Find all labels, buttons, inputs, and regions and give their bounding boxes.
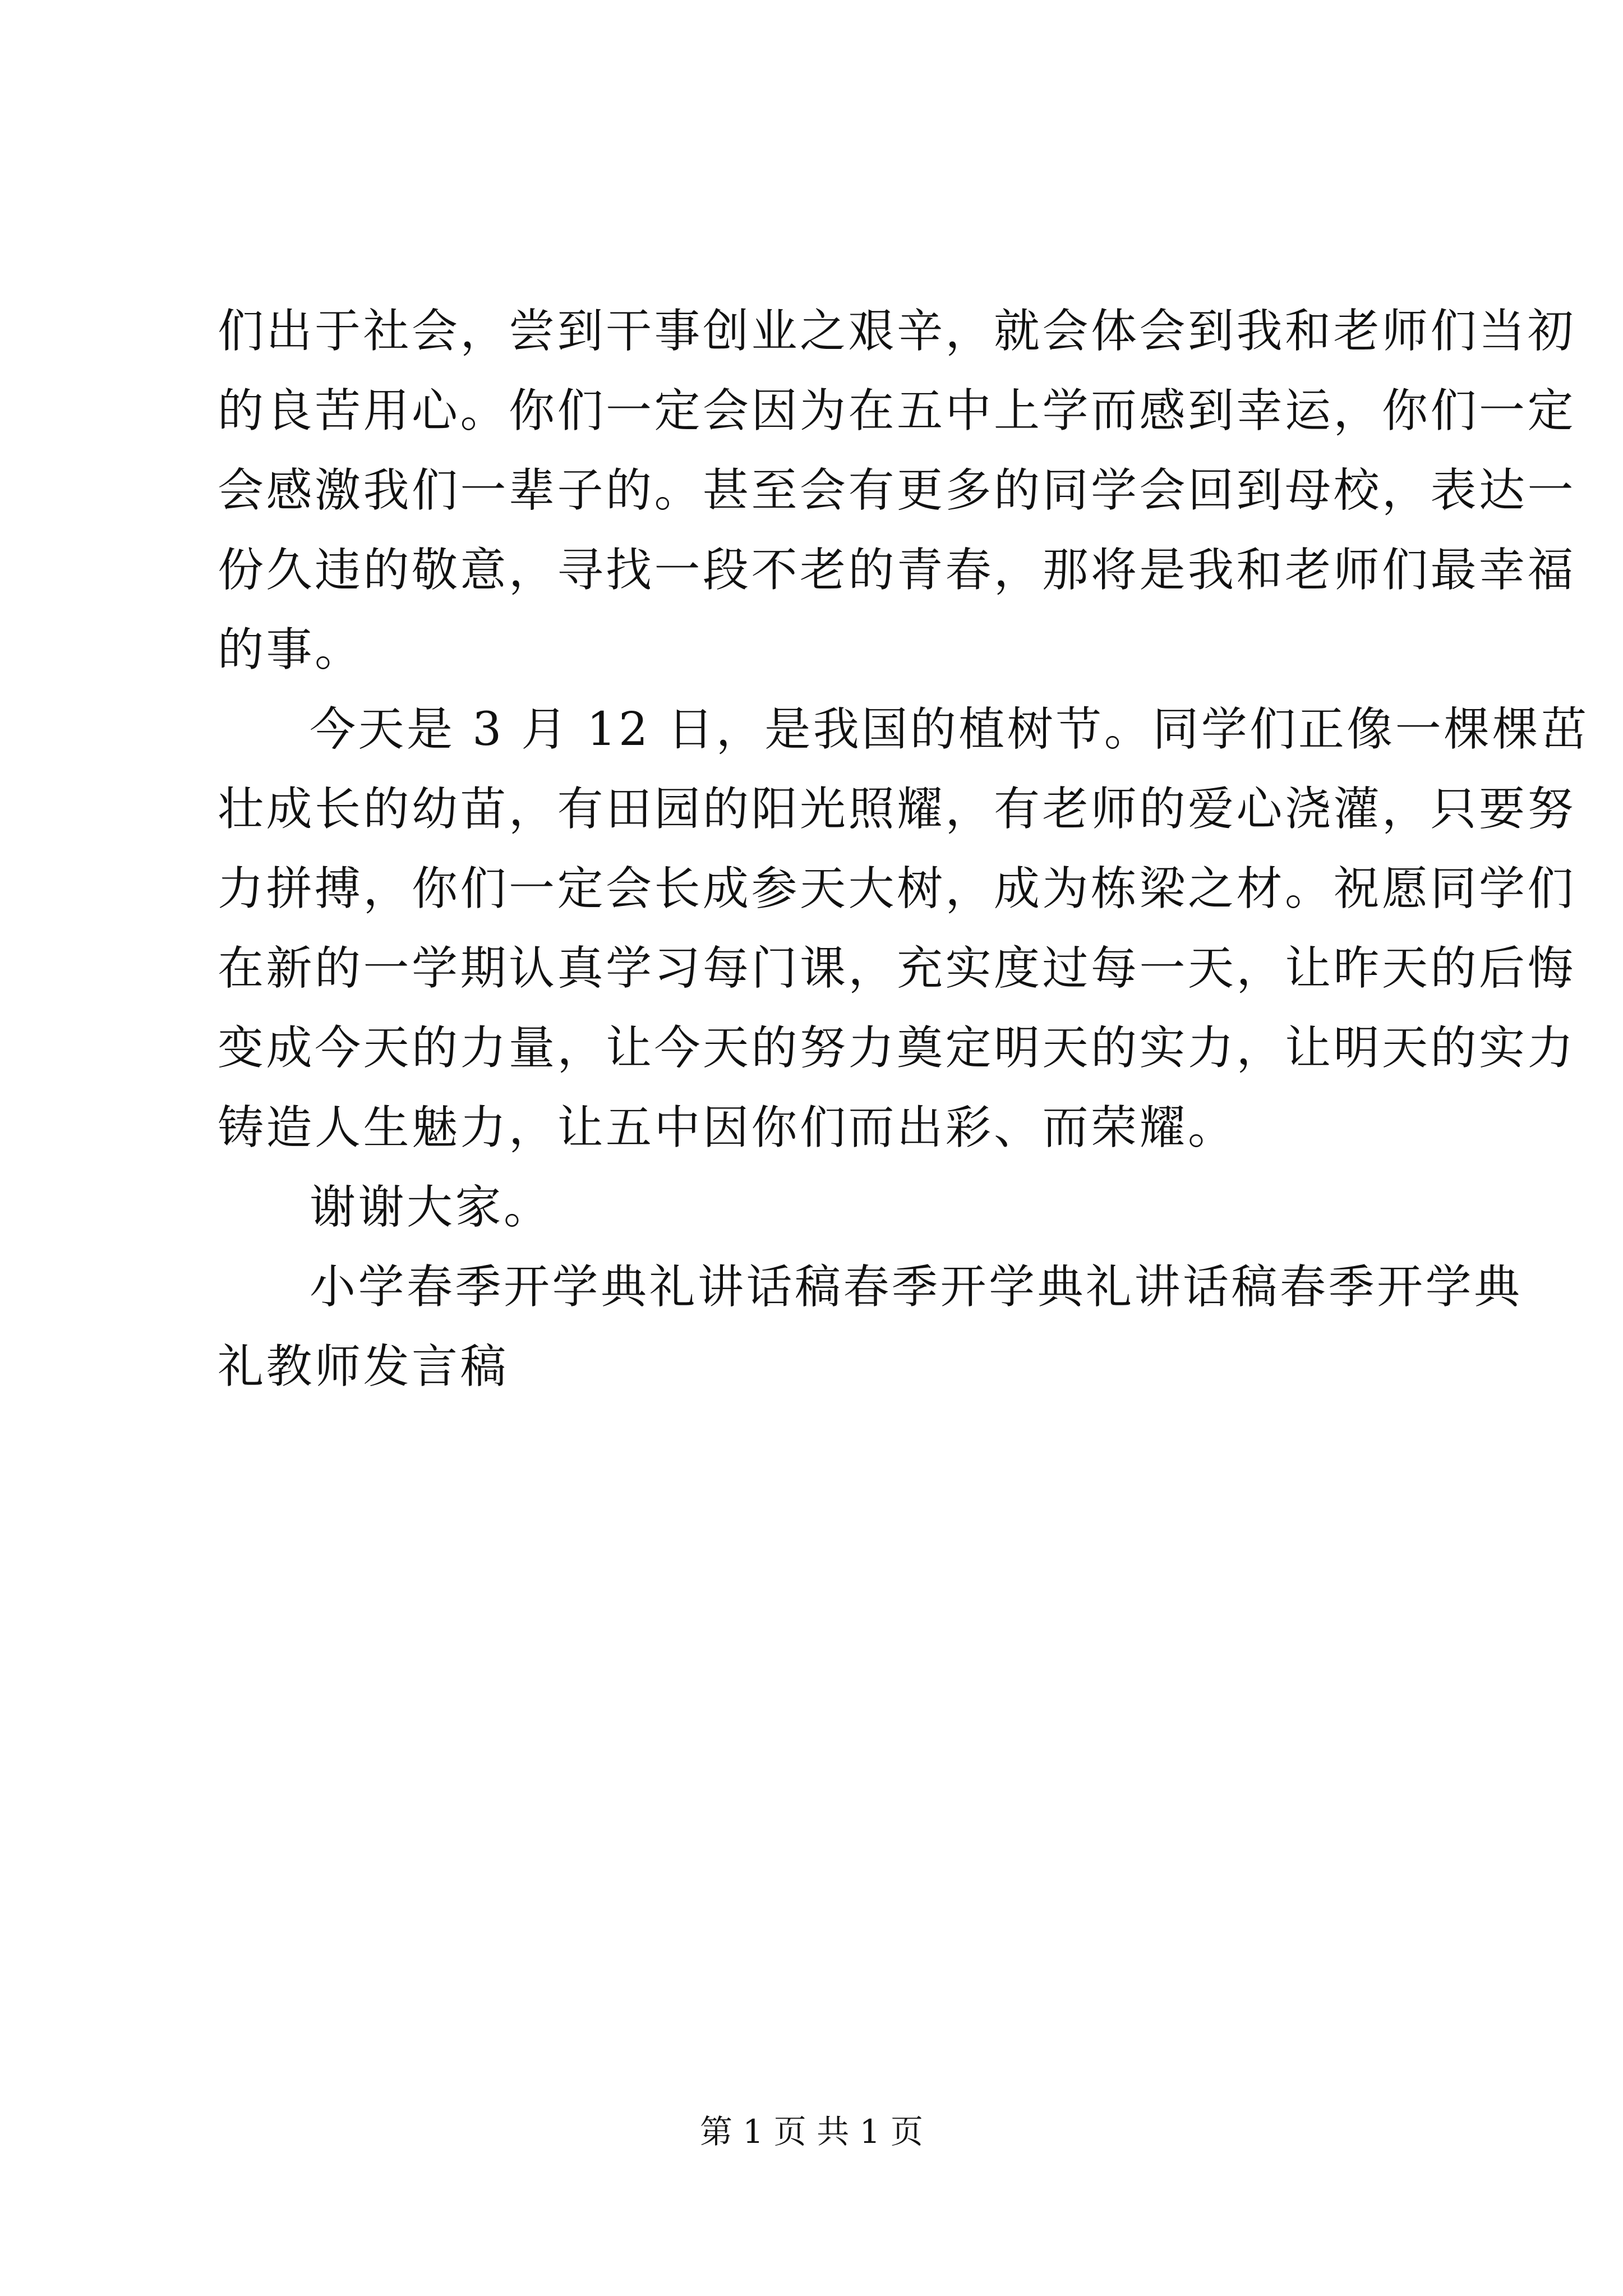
text-line: 今天是 3 月 12 日，是我国的植树节。同学们正像一棵棵茁 bbox=[310, 703, 1589, 756]
page-footer bbox=[0, 2109, 1623, 2154]
text-line: 变成今天的力量，让今天的努力奠定明天的实力，让明天的实力 bbox=[218, 1022, 1576, 1075]
text-line: 份久违的敬意，寻找一段不老的青春，那将是我和老师们最幸福 bbox=[218, 544, 1576, 597]
text-line: 力拼搏，你们一定会长成参天大树，成为栋梁之材。祝愿同学们 bbox=[218, 862, 1576, 915]
text-line: 谢谢大家。 bbox=[310, 1181, 552, 1234]
text-line: 铸造人生魅力，让五中因你们而出彩、而荣耀。 bbox=[218, 1101, 1237, 1154]
text-line: 壮成长的幼苗，有田园的阳光照耀，有老师的爱心浇灌，只要努 bbox=[218, 783, 1576, 836]
text-line: 会感激我们一辈子的。甚至会有更多的同学会回到母校，表达一 bbox=[218, 464, 1576, 517]
text-line: 在新的一学期认真学习每门课，充实度过每一天，让昨天的后悔 bbox=[218, 942, 1576, 995]
document-body bbox=[218, 292, 1589, 1407]
paragraph-thanks bbox=[218, 1168, 1418, 1248]
page-number-label: 第 1 页 共 1 页 bbox=[700, 2113, 923, 2151]
text-line: 的事。 bbox=[218, 623, 363, 677]
text-line: 们出于社会，尝到干事创业之艰辛，就会体会到我和老师们当初 bbox=[218, 305, 1576, 358]
text-line: 礼教师发言稿 bbox=[218, 1340, 509, 1393]
paragraph-keywords bbox=[218, 1248, 1523, 1407]
text-line: 的良苦用心。你们一定会因为在五中上学而感到幸运，你们一定 bbox=[218, 384, 1576, 438]
paragraph-continuation bbox=[218, 292, 1576, 690]
paragraph-arbor-day bbox=[218, 690, 1589, 1168]
text-line: 小学春季开学典礼讲话稿春季开学典礼讲话稿春季开学典 bbox=[310, 1260, 1523, 1314]
